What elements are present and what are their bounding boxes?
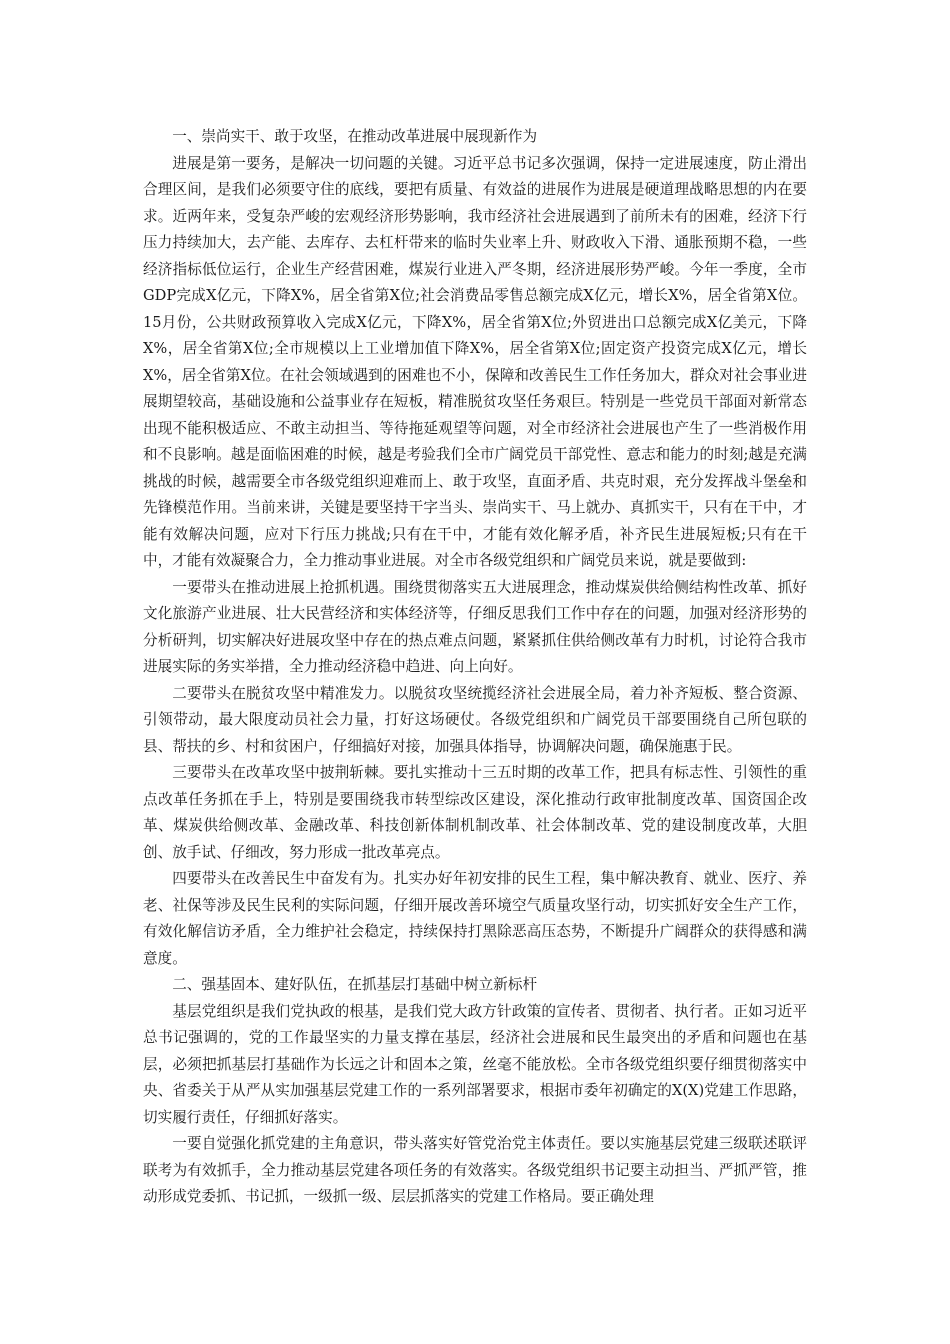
document-body [143,124,807,1211]
body-paragraph: 三要带头在改革攻坚中披荆斩棘。要扎实推动十三五时期的改革工作，把具有标志性、引领性的重点改革任务抓在手上，特别是要围绕我市转型综改区建设，深化推动行政审批制度改革、国资国企改革、煤炭供给侧改革、金融改革、科技创新体制机制改革、社会体制改革、党的建设制度改革，大胆创、放手试、仔细改，努力形成一批改革亮点。 [143,764,807,861]
body-paragraph: 四要带头在改善民生中奋发有为。扎实办好年初安排的民生工程，集中解决教育、就业、医疗、养老、社保等涉及民生民利的实际问题，仔细开展改善环境空气质量攻坚行动，切实抓好安全生产工作，有效化解信访矛盾，全力维护社会稳定，持续保持打黑除恶高压态势，不断提升广阔群众的获得感和满意度。 [143,870,807,967]
section-heading: 二、强基固本、建好队伍，在抓基层打基础中树立新标杆 [172,976,538,993]
body-paragraph: 基层党组织是我们党执政的根基，是我们党大政方针政策的宣传者、贯彻者、执行者。正如习近平总书记强调的，党的工作最坚实的力量支撑在基层，经济社会进展和民生最突出的矛盾和问题也在基层，必须把抓基层打基础作为长远之计和固本之策，丝毫不能放松。全市各级党组织要仔细贯彻落实中央、省委关于从严从实加强基层党建工作的一系列部署要求，根据市委年初确定的X(X)党建工作思路，切实履行责任，仔细抓好落实。 [143,1002,807,1126]
body-paragraph: 进展是第一要务，是解决一切问题的关键。习近平总书记多次强调，保持一定进展速度，防止滑出合理区间，是我们必须要守住的底线，要把有质量、有效益的进展作为进展是硬道理战略思想的内在要求。近两年来，受复杂严峻的宏观经济形势影响，我市经济社会进展遇到了前所未有的困难，经济下行压力持续加大，去产能、去库存、去杠杆带来的临时失业率上升、财政收入下滑、通胀预期不稳，一些经济指标低位运行，企业生产经营困难，煤炭行业进入严冬期，经济进展形势严峻。今年一季度，全市GDP完成X亿元，下降X%，居全省第X位;社会消费品零售总额完成X亿元，增长X%，居全省第X位。15月份，公共财政预算收入完成X亿元，下降X%，居全省第X位;外贸进出口总额完成X亿美元，下降X%，居全省第X位;全市规模以上工业增加值下降X%，居全省第X位;固定资产投资完成X亿元，增长X%，居全省第X位。在社会领域遇到的困难也不小，保障和改善民生工作任务加大，群众对社会事业进展期望较高，基础设施和公益事业存在短板，精准脱贫攻坚任务艰巨。特别是一些党员干部面对新常态出现不能积极适应、不敢主动担当、等待拖延观望等问题，对全市经济社会进展也产生了一些消极作用和不良影响。越是面临困难的时候，越是考验我们全市广阔党员干部党性、意志和能力的时刻;越是充满挑战的时候，越需要全市各级党组织迎难而上、敢于攻坚，直面矛盾、共克时艰，充分发挥战斗堡垒和先锋模范作用。当前来讲，关键是要坚持干字当头、崇尚实干、马上就办、真抓实干，只有在干中，才能有效解决问题，应对下行压力挑战;只有在干中，才能有效化解矛盾，补齐民生进展短板;只有在干中，才能有效凝聚合力，全力推动事业进展。对全市各级党组织和广阔党员来说，就是要做到: [143,154,807,569]
body-paragraph: 二要带头在脱贫攻坚中精准发力。以脱贫攻坚统揽经济社会进展全局，着力补齐短板、整合资源、引领带动，最大限度动员社会力量，打好这场硬仗。各级党组织和广阔党员干部要围绕自己所包联的县、帮扶的乡、村和贫困户，仔细搞好对接，加强具体指导，协调解决问题，确保施惠于民。 [143,684,807,755]
body-paragraph: 一要自觉强化抓党建的主角意识，带头落实好管党治党主体责任。要以实施基层党建三级联述联评联考为有效抓手，全力推动基层党建各项任务的有效落实。各级党组织书记要主动担当、严抓严管，推动形成党委抓、书记抓，一级抓一级、层层抓落实的党建工作格局。要正确处理 [143,1135,807,1205]
section-heading: 一、崇尚实干、敢于攻坚，在推动改革进展中展现新作为 [172,128,538,145]
body-paragraph: 一要带头在推动进展上抢抓机遇。围绕贯彻落实五大进展理念，推动煤炭供给侧结构性改革、抓好文化旅游产业进展、壮大民营经济和实体经济等，仔细反思我们工作中存在的问题，加强对经济形势的分析研判，切实解决好进展攻坚中存在的热点难点问题，紧紧抓住供给侧改革有力时机，讨论符合我市进展实际的务实举措，全力推动经济稳中趋进、向上向好。 [143,578,807,675]
